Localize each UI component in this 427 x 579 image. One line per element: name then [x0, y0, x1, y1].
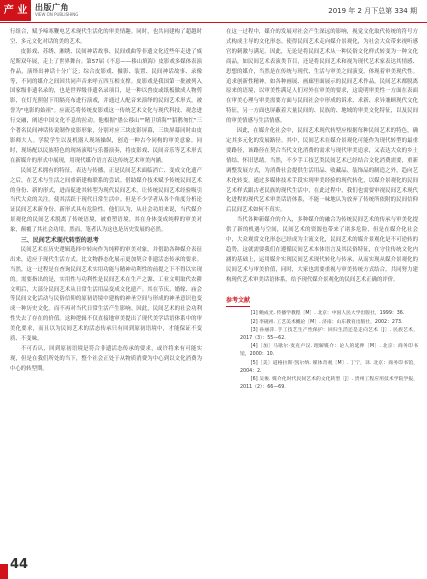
header-divider	[0, 22, 427, 23]
page-number: 44	[10, 557, 29, 572]
footer-accent-bar	[0, 564, 8, 579]
issue-info: 2019 年 2 月下总第 334 期	[328, 7, 417, 15]
paragraph: 不可否认，回到原初语境是符合非遗活态传承的要求，或许将来有可能实现，但是在我们所处的当下，整个社会正处于从物质消费为中心到以文化消费为中心的转型期。	[10, 346, 202, 372]
page-header	[0, 0, 427, 21]
reference-item: [3] 孙丽萍. 手工技艺生产性保护：回归生活还是走向艺术［J］. 民族艺术，2017（3）：55—62.	[240, 327, 418, 342]
paragraph: 当代各种新媒介的介入，多种媒介的融合为传统民间艺术的传承与审美化提供了新的机遇与空间，民间艺术的资源也带来了诸多危险，但是在媒介化社会中，大众观赏文化形态已经成为主流文化，民间艺术的媒介景观化是不可逆转的趋势，这就需要我们在遵循民间艺术本体语言及其民俗特征，在守住传统文化内涵的基础上，运用媒介实现民间艺术现代转化与传承，从而实现从媒介景观化的民间艺术与审美价值，同时，大家也需要重视与审美传统方式结合，共同努力建构现代艺术审美话语体系，给予现代媒介景观化的民间艺术正确的评价。	[226, 217, 418, 283]
right-column	[226, 28, 418, 393]
magazine-masthead	[35, 3, 78, 17]
left-column	[10, 28, 202, 375]
reference-item: [2] 李砚祖. 工艺美术概论［M］. 济南：山东教育出版社，2002：273.	[250, 319, 403, 325]
reference-item: [4]［加］马歇尔·麦克卢汉. 理解媒介：论人的延伸［M］. 北京：商务印书馆，2000：10.	[240, 344, 418, 358]
section-label: 产 业	[0, 0, 31, 21]
paragraph: 在这一过程中，媒介的发展对社会产生深远的影响，视觉文化取代传统的符号方式构成主导的文化形态。使得民间艺术走向媒介景观化，为社会大众带来视听感官的刺激与满足。因此，无论是将民间艺术从一种民俗文化样式转变为一种文化商品，如民间艺术表演类节目，还是将民间艺术和视为现代艺术家表达其情感、思想的媒介，当然是在传统与现代、生活与审美之间演变，体现着审美现代性。追求创新性精神。如各种画展、画廊里面展示的民间艺术作品，民间艺术都脱离原来的语境，以审美性满足人们对外在审美的要求，这说明审美性一方面在表面在审美心理与审美需要方面与民间社会中形成的诉求、求新、求异兼顾现代文化特征，另一方面也屏蔽着大量民间的、民族的、地域的审美文化特征，以及民间的审美情感与生活情感。	[226, 29, 418, 125]
reference-item: [6] 吴俊. 媒介化时代民间艺术的文化转型［J］. 贵州工程应用技术学院学报，2011（2）：66—69.	[240, 377, 418, 391]
paragraph: 民间艺术在历史逻辑选择中转向作为纯粹的审美对象，并借助各种媒介表征出来，适应于现代生活方式。比文物静态化展示更加契合非遗活态传承的要求。当然，这一过程是在查询民间艺术实用功能与精神功利性的前提之下不得以实现的。需要指出的是，实用性与功利性是民间艺术在生产之源、工业文明取代农耕文明后，大部分民间艺术从日常生活用品变成文化遗产。其在节庆、婚嫁、庙会等民间文化活动与民俗信仰的原初语境中建构的神圣空间与形成的神圣意识也变成一种历史文化。而不再对当代日常生活产生影响。因此，民间艺术的社会功利性失去了存在的价值。这种逻辑不仅直接地审美提出了现代美学话语体系中的审美化要求，而且以为民间艺术的活态传承只有回到原初语境中，才能保证不变质、不变味。	[10, 246, 202, 343]
paragraph: 因此，在媒介化社会中，民间艺术现代转型应根据每种民间艺术的特色，确定其多元化的发展路径。其中，民间艺术在媒介景观化可能作为现代转型的最重要路径，该路径在契合当代文化消费的需求与现代审美追求，又表达大众的乡土情结、怀旧思绪。当然，不少手工技艺类民间艺术已经结合文化消费需要，重新调整发展方式，为消费社会提供生活用品、收藏品、装饰品的制造之外，趋向艺术化转变。通过多媒体技术手段实现审美经验的现代转化，以媒介景观化的民间艺术样式跟古老民族的现代生活中，在此过程中，我们也需要审视民间艺术现代化进程的现代艺术审美话语体系，不能一味地认为放弃了传统所依附的民间信仰后民间艺术如何不真实。	[226, 128, 418, 214]
references-title: 参考文献	[226, 296, 250, 308]
section-heading: 三、民间艺术现代转型的思考	[20, 237, 99, 245]
reference-item: [5]［美］道格拉斯·凯尔纳. 媒体奇观［M］. 丁宁，译. 北京：商务印书馆，2004：2.	[240, 360, 418, 374]
paragraph: 皮影戏、苏绣、湘绣、民间神话故事、民间戏曲等非遗文化近些年走进了威尼斯双年展，走上了世界舞台。第57届《不息——移山填海》皮影戏多媒体表演作品，演绎出神话十分广泛；综合皮影戏、摄影、装置、民间神话故事、录像等，不同的媒介之间因共同声音来呼五四互相支撑。皮影戏是我国第一批被列入国家级非遗名录的，也是世界级非遗名录项目，是一种以兽皮或纸板做成人物剪影，在灯光照射下用隔亮布进行演戏，并通过人配音来演绎的民间艺术形式，被誉为"电影的始祖"。应流芯将传统皮影戏这一传统艺术文化与现代科技、观念进行交融，阐述中国文化不息的拉动。他根据"愚公移山""精卫填海""貂鹊匆忙"三个著名民间神话传说制作皮影形象，分别对应三块皮影屏幕，三块屏幕同时由皮影师大人。学院学生以及机器人现场操纵，创造一种古今同构的审美意象。同时，现场配以民族特色的现场演唱与乐器演奏，将皮影戏、民间音乐等艺术形式在新媒介的形式中展现，用现代媒介语言表达传统艺术审美内涵。	[10, 48, 202, 164]
references-section	[226, 296, 418, 393]
reference-item: [1] 鲍成光. 传播学教程［M］. 北京：中国人民大学出版社，1999：36.	[250, 311, 405, 317]
magazine-title: 出版广角	[35, 3, 69, 12]
paragraph: 行组合，赋予啼寒鞭电艺术现代生活化的审美情趣。同时，也共同建构了超越时空、多元文化对话的美的艺术。	[10, 29, 202, 45]
paragraph: 民间艺术拥有的特征，表达与传播，正是民间艺术面临消亡、变成文化遗产之后，在艺术与生活之间重新建构联系的尝试。借助媒介技术赋予传统民间艺术的身份、新的形式，进而促进其转型为现代民间艺术，让传统民间艺术经验吸引当代大众的关注。使其活跃于现代日常生活中。但是不少学者从各个角度分析论证民间艺术新身份、新形式具有危险性。他们认为，从社会功用来说，当代媒介景观化的民间艺术脱离了传统语境，被重塑语境。其在身体变成纯粹的审美对象，颠覆了其社会功用。然而，笔者认为这也是历史发展的必然。	[10, 167, 202, 234]
magazine-subtitle: VIEW ON PUBLISHING	[35, 12, 79, 17]
